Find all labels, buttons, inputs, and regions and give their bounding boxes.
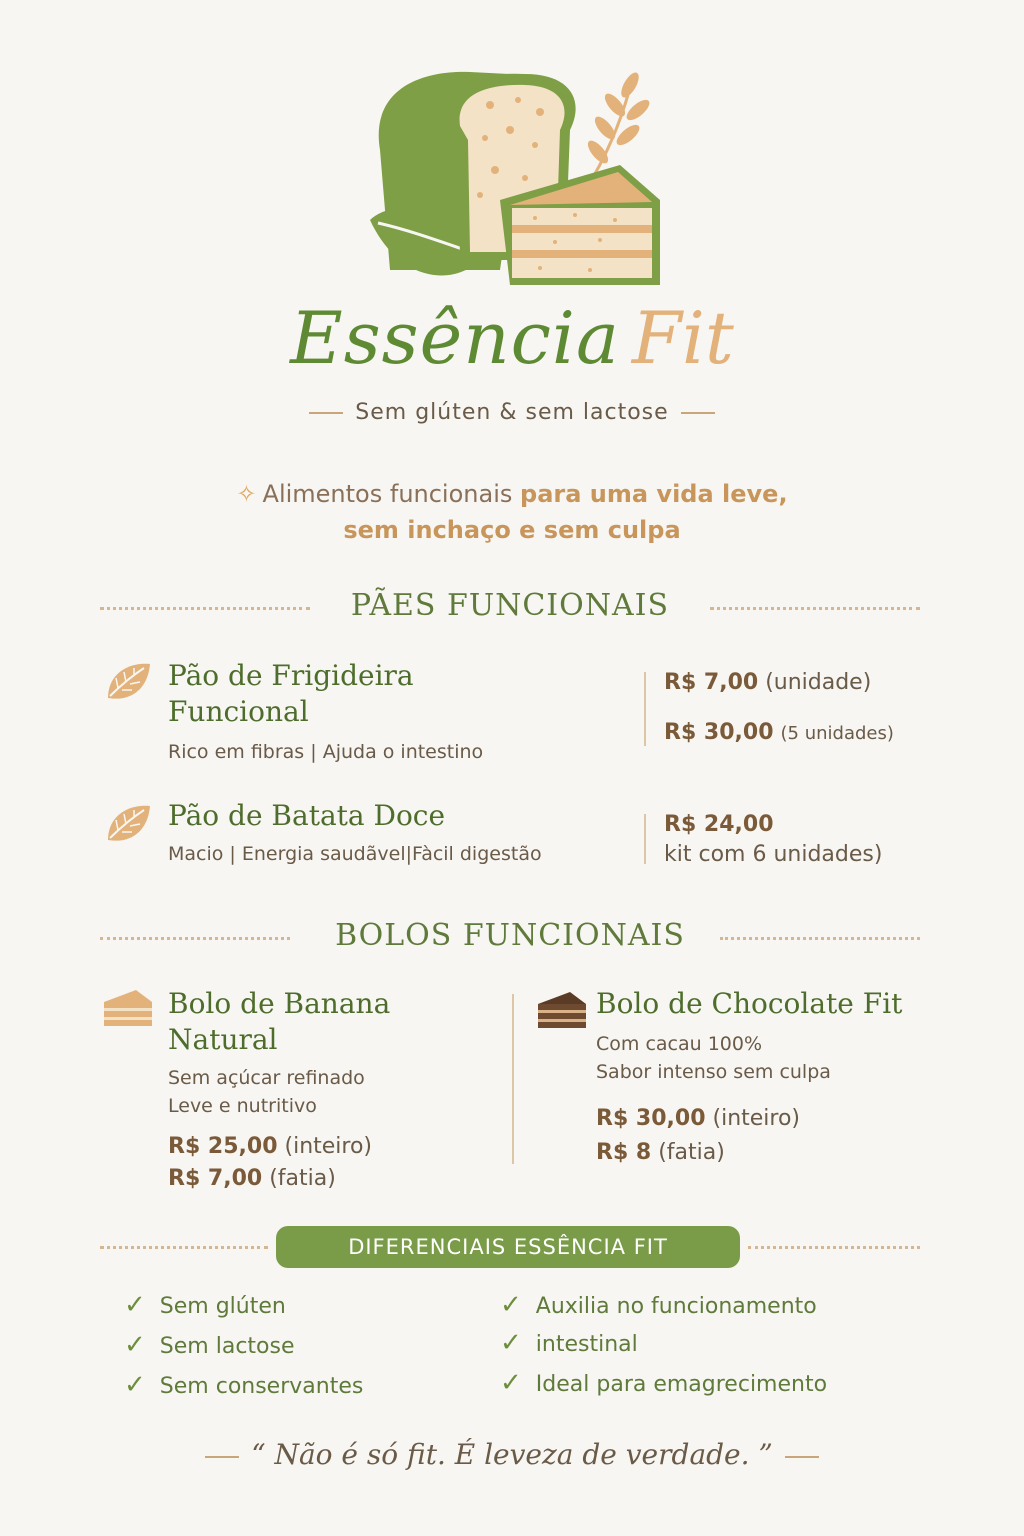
quote-close: ” xyxy=(758,1438,773,1471)
section-bolos xyxy=(100,918,920,958)
closing-quote xyxy=(0,1438,1024,1471)
item-price-2: kit com 6 unidades) xyxy=(664,842,883,867)
item-name-line2: Funcional xyxy=(168,695,309,728)
item-price-2 xyxy=(168,1164,336,1194)
section-paes xyxy=(100,588,920,628)
bakery-logo-icon xyxy=(360,60,680,300)
feature-text: intestinal xyxy=(535,1332,638,1357)
subtitle-text: Sem glúten & sem lactose xyxy=(355,400,669,425)
desc-line2: Sabor intenso sem culpa xyxy=(596,1061,831,1083)
price-note: (5 unidades) xyxy=(780,723,894,744)
price-note: (fatia) xyxy=(658,1140,725,1165)
feature-text: Sem lactose xyxy=(159,1334,295,1359)
item-price-1 xyxy=(664,810,774,840)
item-name xyxy=(168,986,390,1058)
price-note: (unidade) xyxy=(765,670,872,695)
tagline xyxy=(0,476,1024,548)
tagline-line1-b: para uma vida leve, xyxy=(520,480,788,508)
brand-word-2: Fit xyxy=(631,296,734,380)
item-price-2 xyxy=(596,1138,725,1168)
price-note: (fatia) xyxy=(269,1166,336,1191)
price-divider xyxy=(644,672,646,746)
item-name xyxy=(168,658,414,730)
price-note: (inteiro) xyxy=(712,1106,801,1131)
check-icon: ✓ xyxy=(124,1370,146,1400)
divider xyxy=(205,1456,239,1458)
price-value: R$ 7,00 xyxy=(168,1166,263,1191)
tagline-line2: sem inchaço e sem culpa xyxy=(343,516,681,544)
feature-item xyxy=(124,1370,363,1400)
item-name-line2: Natural xyxy=(168,1023,278,1056)
dotted-divider xyxy=(748,1246,920,1249)
feature-item xyxy=(124,1290,286,1320)
leaf-icon xyxy=(104,802,152,846)
item-name-line1: Pão de Frigideira xyxy=(168,659,414,692)
item-price-1 xyxy=(168,1132,372,1162)
feature-item xyxy=(500,1328,638,1358)
brand-name xyxy=(0,296,1024,380)
divider xyxy=(309,412,343,414)
chocolate-cake-icon xyxy=(534,988,588,1032)
price-value: R$ 30,00 xyxy=(664,720,774,745)
feature-item xyxy=(124,1330,295,1360)
section-title: BOLOS FUNCIONAIS xyxy=(335,918,685,953)
feature-item xyxy=(500,1290,817,1320)
dotted-divider xyxy=(100,1246,268,1249)
desc-line1: Com cacau 100% xyxy=(596,1033,763,1055)
check-icon: ✓ xyxy=(124,1330,146,1360)
item-description: Macio | Energia saudãvel|Fàcil digestão xyxy=(168,843,542,865)
sparkle-icon: ✧ xyxy=(236,480,257,508)
price-value: R$ 8 xyxy=(596,1140,652,1165)
divider xyxy=(785,1456,819,1458)
feature-text: Ideal para emagrecimento xyxy=(535,1372,828,1397)
check-icon: ✓ xyxy=(124,1290,146,1320)
item-name-line1: Bolo de Banana xyxy=(168,987,391,1020)
feature-text: Sem glúten xyxy=(159,1294,286,1319)
item-description xyxy=(168,1064,365,1120)
desc-line2: Leve e nutritivo xyxy=(168,1095,317,1117)
desc-line1: Sem açúcar refinado xyxy=(168,1067,365,1089)
price-value: R$ 25,00 xyxy=(168,1134,278,1159)
price-note: (inteiro) xyxy=(284,1134,373,1159)
item-price-2 xyxy=(664,718,894,749)
cake-slice-icon xyxy=(100,986,154,1030)
section-diferenciais-badge: DIFERENCIAIS ESSÊNCIA FIT xyxy=(276,1226,740,1268)
quote-open: “ xyxy=(251,1438,266,1471)
price-value: R$ 24,00 xyxy=(664,812,774,837)
brand-subtitle xyxy=(0,400,1024,425)
item-price-1 xyxy=(596,1104,800,1134)
item-description: Rico em fibras | Ajuda o intestino xyxy=(168,741,484,763)
item-name: Pão de Batata Doce xyxy=(168,799,446,832)
item-description xyxy=(596,1030,831,1086)
tagline-line1-a: Alimentos funcionais xyxy=(262,480,521,508)
brand-word-1: Essência xyxy=(290,296,620,380)
divider xyxy=(681,412,715,414)
column-divider xyxy=(512,994,514,1164)
check-icon: ✓ xyxy=(500,1290,522,1320)
quote-text: Não é só fit. É leveza de verdade. xyxy=(274,1438,750,1471)
feature-text: Auxilia no funcionamento xyxy=(535,1294,817,1319)
price-value: R$ 30,00 xyxy=(596,1106,706,1131)
check-icon: ✓ xyxy=(500,1328,522,1358)
section-title: PÃES FUNCIONAIS xyxy=(350,588,670,623)
price-divider xyxy=(644,814,646,864)
leaf-icon xyxy=(104,660,152,704)
item-price-1 xyxy=(664,668,871,698)
price-value: R$ 7,00 xyxy=(664,670,759,695)
check-icon: ✓ xyxy=(500,1368,522,1398)
feature-item xyxy=(500,1368,827,1398)
feature-text: Sem conservantes xyxy=(159,1374,364,1399)
item-name: Bolo de Chocolate Fit xyxy=(596,987,903,1020)
